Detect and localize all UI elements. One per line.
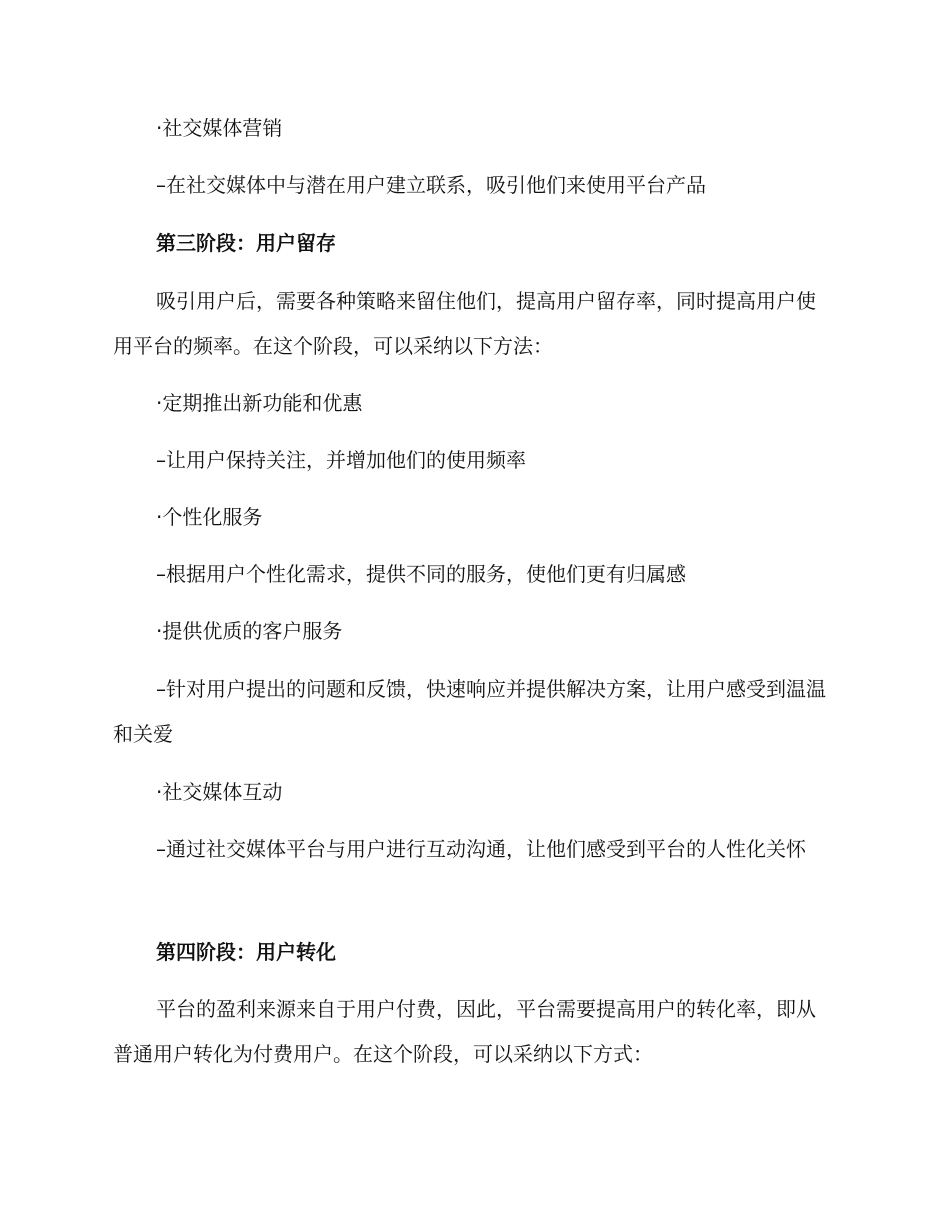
detail-social-media-marketing: –在社交媒体中与潜在用户建立联系，吸引他们来使用平台产品 <box>156 173 706 197</box>
bullet-social-media-marketing: ·社交媒体营销 <box>156 116 283 140</box>
detail-customer-service: –针对用户提出的问题和反馈，快速响应并提供解决方案，让用户感受到温温和关爱 <box>113 677 826 746</box>
detail-social-interaction: –通过社交媒体平台与用户进行互动沟通，让他们感受到平台的人性化关怀 <box>156 837 806 861</box>
heading-stage-four: 第四阶段：用户转化 <box>156 940 336 964</box>
paragraph-user-conversion: 平台的盈利来源来自于用户付费，因此，平台需要提高用户的转化率，即从普通用户转化为付费用户。在这个阶段，可以采纳以下方式： <box>113 997 816 1066</box>
heading-stage-three: 第三阶段：用户留存 <box>156 231 336 255</box>
detail-new-features: –让用户保持关注，并增加他们的使用频率 <box>156 448 526 472</box>
paragraph-user-retention: 吸引用户后，需要各种策略来留住他们，提高用户留存率，同时提高用户使用平台的频率。在这个阶段，可以采纳以下方法： <box>113 289 816 358</box>
bullet-personalized-service: ·个性化服务 <box>156 505 263 529</box>
bullet-customer-service: ·提供优质的客户服务 <box>156 619 343 643</box>
bullet-social-interaction: ·社交媒体互动 <box>156 780 283 804</box>
detail-personalized-service: –根据用户个性化需求，提供不同的服务，使他们更有归属感 <box>156 562 686 586</box>
bullet-new-features: ·定期推出新功能和优惠 <box>156 391 363 415</box>
